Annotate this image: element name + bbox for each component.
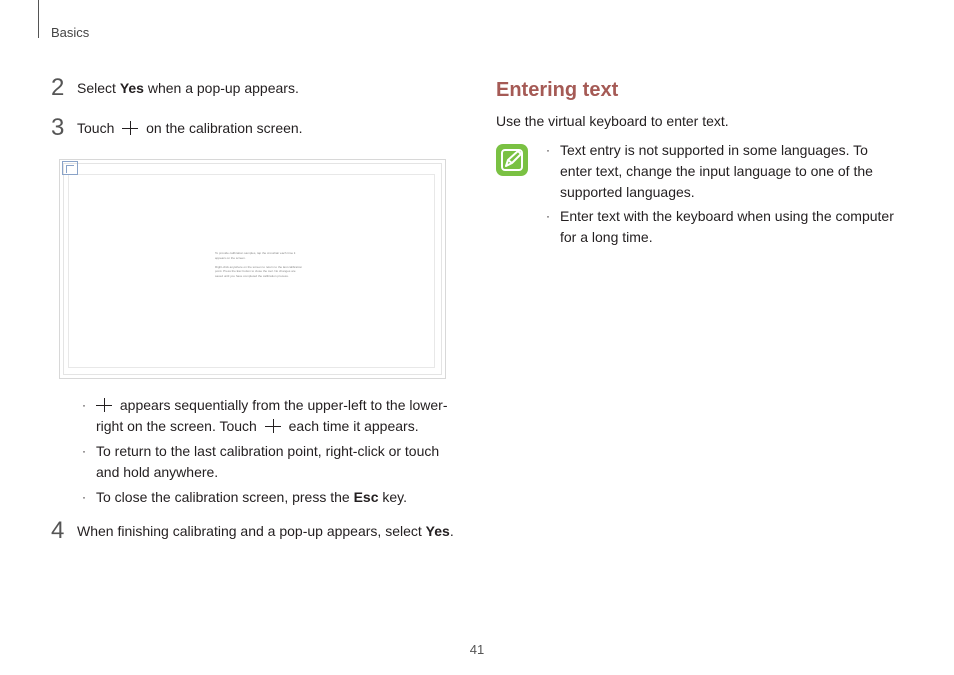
intro-text: Use the virtual keyboard to enter text. xyxy=(496,113,729,129)
step-text: Select Yes when a pop-up appears. xyxy=(77,80,299,96)
bullet-dot: · xyxy=(82,490,86,504)
step-number: 3 xyxy=(51,114,65,141)
crosshair-icon xyxy=(265,419,281,433)
bullet-dot: · xyxy=(546,143,550,157)
note-item: · Text entry is not supported in some languages. To enter text, change the input language to one of the supported languages. xyxy=(546,142,873,200)
bullet-dot: · xyxy=(546,209,550,223)
section-label: Basics xyxy=(51,25,90,40)
note-pencil-icon xyxy=(496,144,528,176)
step-text: When finishing calibrating and a pop-up appears, select Yes. xyxy=(77,523,454,539)
step-number: 4 xyxy=(51,517,65,544)
margin-rule xyxy=(38,0,39,38)
step-text: Touch on the calibration screen. xyxy=(77,120,303,136)
bullet-dot: · xyxy=(82,444,86,458)
step-number: 2 xyxy=(51,74,65,101)
crosshair-icon xyxy=(96,398,112,412)
bullet-item: · To close the calibration screen, press the Esc key. xyxy=(96,487,456,508)
bullet-dot: · xyxy=(82,398,86,412)
crosshair-target-icon xyxy=(62,161,78,175)
bullet-item: · To return to the last calibration point, right-click or touch and hold anywhere. xyxy=(82,443,440,480)
calibration-screen-screenshot xyxy=(59,159,446,379)
section-heading: Entering text xyxy=(496,79,619,101)
calibration-instructions: To provide calibration samples, tap the crosshair each time it appears on the screen. Right-click anywhere on the screen to return to the last calibration point. Press the Esc button to close the tool. No changes are saved until you have completed the calibration process. xyxy=(215,251,303,278)
crosshair-icon xyxy=(122,121,138,135)
page-number: 41 xyxy=(469,642,485,657)
note-item: · Enter text with the keyboard when using the computer for a long time. xyxy=(546,208,894,245)
bullet-item: · appears sequentially from the upper-left to the lower- right on the screen. Touch each time it appears. xyxy=(82,397,448,434)
